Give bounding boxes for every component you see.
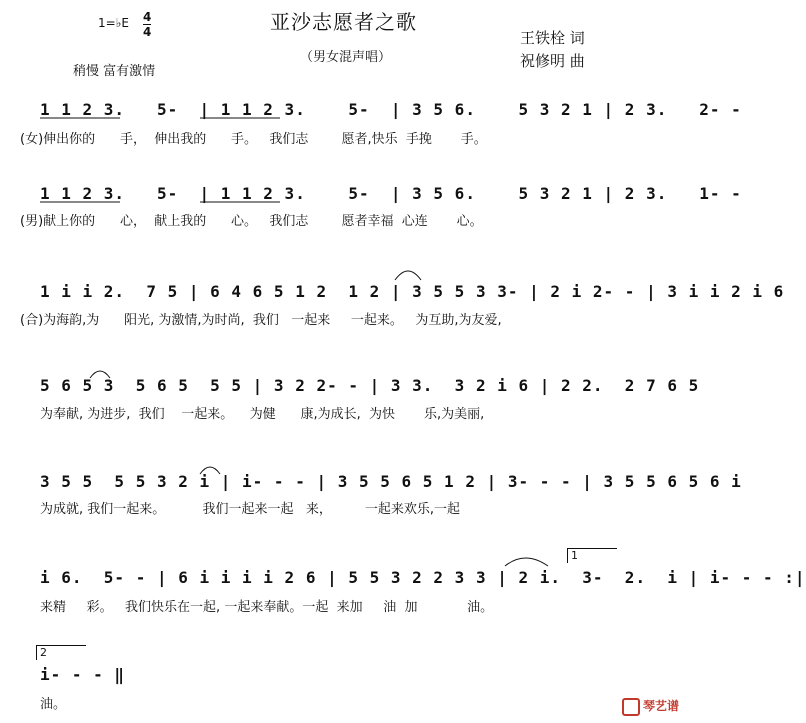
meter-top: 4 — [143, 10, 152, 24]
meter-bottom: 4 — [143, 25, 152, 39]
notation-line-2: 1 1 2 3. 5- | 1 1 2 3. 5- | 3 5 6. 5 3 2 1 | 2 3. 1- - — [40, 184, 753, 203]
watermark-icon — [622, 698, 640, 716]
lyricist-credit: 王铁栓 词 — [520, 29, 585, 47]
subtitle: （男女混声唱） — [300, 50, 392, 65]
notation-line-5: 3 5 5 5 5 3 2 i | i- - - | 3 5 5 6 5 1 2 | 3- - - | 3 5 5 6 5 6 i — [40, 472, 742, 491]
watermark — [622, 697, 679, 716]
lyrics-line-7: 油。 — [40, 697, 67, 712]
notation-line-4: 5 6 5 3 5 6 5 5 5 | 3 2 2- - | 3 3. 3 2 i 6 | 2 2. 2 7 6 5 — [40, 376, 700, 395]
watermark-text: 琴艺谱 — [643, 699, 680, 713]
key-signature: 1=♭E — [98, 16, 129, 30]
lyrics-line-6: 来精 彩。 我们快乐在一起, 一起来奉献。一起 来加 油 加 油。 — [40, 600, 494, 615]
lyrics-line-4: 为奉献, 为进步, 我们 一起来。 为健 康,为成长, 为快 乐,为美丽, — [40, 407, 485, 422]
second-ending-bracket: 2 — [36, 645, 86, 660]
tempo-marking: 稍慢 富有激情 — [73, 64, 156, 79]
notation-line-7: i- - - ‖ — [40, 665, 126, 684]
lyrics-line-3: (合)为海韵,为 阳光, 为激情,为时尚, 我们 一起来 一起来。 为互助,为友爱, — [20, 313, 502, 328]
first-ending-bracket: 1 — [567, 548, 617, 563]
lyrics-line-5: 为成就, 我们一起来。 我们一起来一起 来， 一起来欢乐,一起 — [40, 502, 461, 517]
song-title: 亚沙志愿者之歌 — [270, 10, 417, 34]
composer-credit: 祝修明 曲 — [520, 52, 585, 70]
lyrics-line-1: (女)伸出你的 手， 伸出我的 手。 我们志 愿者,快乐 手挽 手。 — [20, 132, 487, 147]
lyrics-line-2: (男)献上你的 心， 献上我的 心。 我们志 愿者幸福 心连 心。 — [20, 214, 483, 229]
notation-line-6: i 6. 5- - | 6 i i i i 2 6 | 5 5 3 2 2 3 3 | 2 i. 3- 2. i | i- - - :| — [40, 568, 806, 587]
notation-line-1: 1 1 2 3. 5- | 1 1 2 3. 5- | 3 5 6. 5 3 2 1 | 2 3. 2- - — [40, 100, 753, 119]
notation-line-3: 1 i i 2. 7 5 | 6 4 6 5 1 2 1 2 | 3 5 5 3 3- | 2 i 2- - | 3 i i 2 i 6 — [40, 282, 785, 301]
